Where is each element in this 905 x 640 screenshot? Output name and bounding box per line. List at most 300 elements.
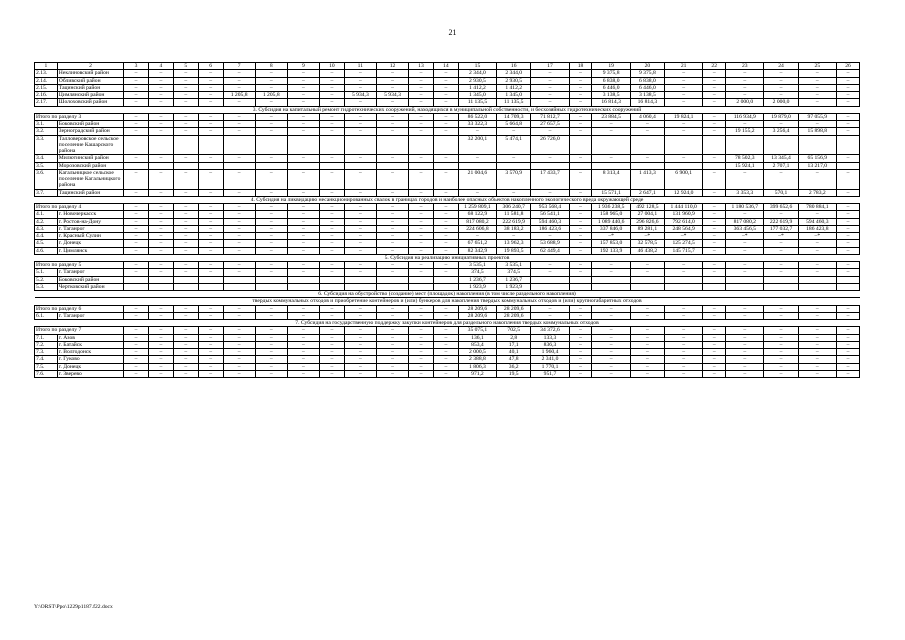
table-cell: – (433, 128, 458, 135)
table-cell: – (726, 370, 764, 377)
table-cell: – (376, 370, 408, 377)
table-cell: 2 000,0 (764, 99, 798, 106)
table-cell: – (764, 370, 798, 377)
table-cell: – (764, 312, 798, 319)
table-cell: – (703, 204, 726, 211)
table-cell: 56 541,1 (531, 211, 569, 218)
table-cell: – (223, 155, 255, 162)
table-cell: – (287, 204, 319, 211)
table-cell: – (124, 240, 149, 247)
table-cell: – (592, 305, 630, 312)
table-cell: – (376, 356, 408, 363)
table-cell: – (726, 247, 764, 254)
table-cell: – (569, 305, 592, 312)
table-cell: – (148, 121, 173, 128)
table-cell: 40,1 (497, 349, 531, 356)
table-cell: – (531, 189, 569, 196)
table-cell: – (173, 155, 198, 162)
table-cell: – (592, 349, 630, 356)
table-cell: – (376, 204, 408, 211)
table-cell: 5 664,8 (497, 121, 531, 128)
table-cell: – (531, 70, 569, 77)
table-cell: – (173, 363, 198, 370)
table-cell: – (376, 77, 408, 84)
table-cell: 1 770,1 (531, 363, 569, 370)
table-cell: 222 619,9 (497, 218, 531, 225)
table-cell: – (458, 128, 496, 135)
table-cell: – (630, 327, 664, 334)
municipality-name: г. Таганрог (57, 312, 123, 319)
table-cell: 15 571,1 (592, 189, 630, 196)
table-cell: 3 138,5 (630, 92, 664, 99)
table-cell (798, 276, 836, 283)
table-cell: – (531, 312, 569, 319)
table-cell: – (223, 370, 255, 377)
table-cell: – (664, 128, 702, 135)
table-cell: – (531, 305, 569, 312)
table-cell: – (764, 262, 798, 269)
table-cell: – (148, 363, 173, 370)
column-number: 7 (223, 63, 255, 70)
table-cell: – (148, 334, 173, 341)
column-number: 25 (798, 63, 836, 70)
table-cell: 836,3 (531, 341, 569, 348)
table-cell: – (376, 262, 408, 269)
table-cell: 4 060,4 (630, 113, 664, 120)
table-cell: – (630, 269, 664, 276)
table-cell: – (173, 240, 198, 247)
table-cell: – (148, 269, 173, 276)
table-cell: – (836, 370, 859, 377)
table-row (35, 370, 860, 377)
table-row (35, 189, 860, 196)
table-cell: – (124, 189, 149, 196)
table-cell: – (703, 128, 726, 135)
table-cell (703, 162, 726, 169)
table-cell: – (255, 113, 287, 120)
table-cell: – (836, 77, 859, 84)
table-cell: – (223, 113, 255, 120)
table-cell: – (764, 92, 798, 99)
table-cell: – (764, 240, 798, 247)
table-cell: – (726, 349, 764, 356)
table-cell: – (664, 77, 702, 84)
table-cell: – (344, 327, 376, 334)
table-cell: – (287, 240, 319, 247)
municipality-name: г. Донецк (57, 363, 123, 370)
table-row (35, 283, 860, 290)
municipality-name: г. Таганрог (57, 269, 123, 276)
table-cell (148, 162, 173, 169)
table-cell: 28 209,6 (497, 305, 531, 312)
column-number: 19 (592, 63, 630, 70)
table-cell: – (173, 349, 198, 356)
table-cell: – (409, 169, 434, 189)
table-cell: – (344, 247, 376, 254)
table-cell: 32 200,1 (458, 135, 496, 155)
table-cell: – (433, 225, 458, 232)
table-cell: – (198, 189, 223, 196)
table-cell: – (376, 334, 408, 341)
table-cell: 9 375,8 (592, 70, 630, 77)
table-cell: – (148, 370, 173, 377)
table-cell: – (223, 99, 255, 106)
table-cell: – (287, 211, 319, 218)
table-cell: – (319, 327, 344, 334)
table-cell: – (798, 121, 836, 128)
row-number: 7.2. (35, 341, 58, 348)
table-row (35, 341, 860, 348)
table-cell: 1 205,8 (223, 92, 255, 99)
table-cell: – (569, 327, 592, 334)
table-cell: – (433, 113, 458, 120)
total-label: Итого по разделу 5 (35, 262, 124, 269)
table-cell: – (124, 92, 149, 99)
table-cell: – (198, 77, 223, 84)
table-cell: – (836, 356, 859, 363)
table-cell: – (433, 189, 458, 196)
table-cell: 68 122,9 (458, 211, 496, 218)
table-cell: – (344, 128, 376, 135)
table-cell: – (173, 247, 198, 254)
table-row (35, 247, 860, 254)
table-cell: – (319, 341, 344, 348)
table-cell: – (124, 305, 149, 312)
table-cell: – (409, 305, 434, 312)
column-number: 23 (726, 63, 764, 70)
table-cell: – (173, 327, 198, 334)
table-cell: – (319, 356, 344, 363)
table-cell: – (344, 211, 376, 218)
table-cell: – (198, 204, 223, 211)
table-cell: – (287, 349, 319, 356)
table-cell: – (344, 169, 376, 189)
table-cell (255, 283, 287, 290)
table-cell: – (764, 363, 798, 370)
table-cell: – (409, 327, 434, 334)
table-cell: 6 838,0 (630, 77, 664, 84)
table-cell: 17,1 (497, 341, 531, 348)
table-cell: – (836, 169, 859, 189)
table-cell: – (409, 84, 434, 91)
table-cell: – (726, 121, 764, 128)
table-cell (703, 135, 726, 155)
table-cell: – (798, 356, 836, 363)
table-cell: – (319, 247, 344, 254)
table-cell: 5 934,3 (376, 92, 408, 99)
table-cell (798, 283, 836, 290)
table-cell: 11 135,5 (497, 99, 531, 106)
municipality-name: Тацинский район (57, 84, 123, 91)
table-cell: – (319, 128, 344, 135)
table-cell: 1 205,8 (255, 92, 287, 99)
table-cell: – (569, 269, 592, 276)
table-cell: – (433, 233, 458, 240)
table-cell: – (173, 356, 198, 363)
table-cell (198, 276, 223, 283)
section-title: 5. Субсидия на реализацию инициативных проектов (35, 254, 860, 261)
table-cell: 38 183,2 (497, 225, 531, 232)
table-cell (836, 276, 859, 283)
column-number: 17 (531, 63, 569, 70)
table-cell: – (726, 169, 764, 189)
table-cell: –* (664, 233, 702, 240)
table-cell: – (703, 233, 726, 240)
column-number: 18 (569, 63, 592, 70)
table-cell: – (255, 233, 287, 240)
table-cell: – (433, 70, 458, 77)
table-row (35, 356, 860, 363)
table-cell (376, 162, 408, 169)
table-cell: 399 652,6 (764, 204, 798, 211)
table-cell: – (287, 121, 319, 128)
table-cell (569, 162, 592, 169)
table-row (35, 77, 860, 84)
table-cell: – (223, 218, 255, 225)
table-cell: – (630, 262, 664, 269)
table-cell: 2 341,0 (531, 356, 569, 363)
table-cell: – (148, 204, 173, 211)
table-cell: – (798, 312, 836, 319)
table-cell: – (703, 99, 726, 106)
table-cell: 19 893,5 (497, 247, 531, 254)
table-cell: – (344, 349, 376, 356)
table-cell: – (223, 341, 255, 348)
table-cell: – (255, 99, 287, 106)
table-cell: – (198, 349, 223, 356)
table-cell: – (409, 99, 434, 106)
table-cell: – (703, 77, 726, 84)
table-cell: – (255, 312, 287, 319)
column-number: 9 (287, 63, 319, 70)
table-cell: – (148, 233, 173, 240)
table-cell: – (836, 128, 859, 135)
table-cell: – (287, 128, 319, 135)
table-cell: – (798, 247, 836, 254)
table-cell: 951,7 (531, 370, 569, 377)
table-cell (319, 276, 344, 283)
table-cell: – (630, 128, 664, 135)
table-cell (569, 135, 592, 155)
table-cell (630, 162, 664, 169)
table-cell: – (344, 269, 376, 276)
table-cell: 2 930,5 (497, 77, 531, 84)
table-cell: – (703, 84, 726, 91)
table-cell: – (569, 240, 592, 247)
table-cell: – (319, 240, 344, 247)
table-cell: 125 274,5 (664, 240, 702, 247)
table-cell: – (344, 121, 376, 128)
table-cell: – (569, 341, 592, 348)
table-cell: 145 715,7 (664, 247, 702, 254)
table-cell: – (497, 155, 531, 162)
table-cell: – (255, 305, 287, 312)
table-cell: – (409, 77, 434, 84)
table-row (35, 99, 860, 106)
table-cell: – (319, 169, 344, 189)
table-cell: – (287, 225, 319, 232)
table-cell: – (569, 169, 592, 189)
column-number: 2 (57, 63, 123, 70)
table-cell: – (124, 262, 149, 269)
column-number: 13 (409, 63, 434, 70)
table-cell: – (531, 233, 569, 240)
table-cell: 131 960,9 (664, 211, 702, 218)
table-cell: – (287, 70, 319, 77)
table-cell (764, 276, 798, 283)
table-cell (223, 162, 255, 169)
table-cell: 36,2 (497, 363, 531, 370)
table-cell: – (569, 128, 592, 135)
table-cell: – (798, 84, 836, 91)
table-cell (198, 135, 223, 155)
table-cell: – (319, 84, 344, 91)
table-cell: – (124, 121, 149, 128)
table-cell (287, 283, 319, 290)
row-number: 3.1. (35, 121, 58, 128)
table-cell: – (531, 99, 569, 106)
table-cell: – (664, 327, 702, 334)
table-cell: – (409, 121, 434, 128)
table-cell: – (198, 121, 223, 128)
table-cell: 47,8 (497, 356, 531, 363)
table-cell: 3 570,9 (497, 169, 531, 189)
table-cell: 971,2 (458, 370, 496, 377)
table-cell: – (497, 128, 531, 135)
table-cell: 2 344,0 (458, 70, 496, 77)
row-number: 4.2. (35, 218, 58, 225)
table-cell: – (319, 70, 344, 77)
table-row (35, 84, 860, 91)
table-cell: 6 838,0 (592, 77, 630, 84)
table-cell: – (664, 92, 702, 99)
table-cell: – (703, 269, 726, 276)
table-cell: – (409, 370, 434, 377)
table-cell: – (764, 77, 798, 84)
table-row (35, 162, 860, 169)
table-cell: – (173, 305, 198, 312)
table-cell: – (124, 128, 149, 135)
table-cell: – (592, 370, 630, 377)
table-cell: – (433, 121, 458, 128)
table-cell: – (344, 189, 376, 196)
table-cell: 2 344,0 (497, 70, 531, 77)
table-cell: 67 651,2 (458, 240, 496, 247)
table-cell (344, 283, 376, 290)
table-cell: 9 375,8 (630, 70, 664, 77)
table-cell: 65 156,9 (798, 155, 836, 162)
table-cell: – (376, 218, 408, 225)
table-cell: – (376, 269, 408, 276)
table-cell: – (287, 305, 319, 312)
table-row (35, 349, 860, 356)
table-cell: – (703, 305, 726, 312)
table-cell: – (409, 349, 434, 356)
table-cell: – (764, 247, 798, 254)
table-cell: – (198, 262, 223, 269)
table-cell: – (569, 363, 592, 370)
table-cell (198, 162, 223, 169)
table-cell: – (223, 225, 255, 232)
table-cell: 2 930,5 (458, 77, 496, 84)
table-cell: 3 138,5 (592, 92, 630, 99)
row-number: 7.3. (35, 349, 58, 356)
table-cell: – (319, 204, 344, 211)
table-cell: – (287, 189, 319, 196)
table-cell: – (198, 70, 223, 77)
table-cell: – (173, 269, 198, 276)
table-cell: – (344, 334, 376, 341)
row-number: 3.3. (35, 135, 58, 155)
table-cell: – (344, 356, 376, 363)
table-cell (664, 276, 702, 283)
table-cell: – (836, 341, 859, 348)
table-cell: – (764, 334, 798, 341)
table-cell: 11 581,8 (497, 211, 531, 218)
table-cell: – (173, 233, 198, 240)
table-cell: – (344, 218, 376, 225)
table-cell: –* (764, 233, 798, 240)
table-cell: – (223, 211, 255, 218)
table-cell: – (148, 341, 173, 348)
table-cell: 594 460,3 (531, 218, 569, 225)
table-cell: – (287, 113, 319, 120)
table-cell: 116 934,9 (726, 113, 764, 120)
table-cell: – (173, 77, 198, 84)
table-cell: –* (798, 233, 836, 240)
table-cell: – (148, 155, 173, 162)
table-cell: 86 522,0 (458, 113, 496, 120)
table-cell: – (376, 84, 408, 91)
row-number: 5.1. (35, 269, 58, 276)
table-cell: – (344, 99, 376, 106)
section-title-row (35, 291, 860, 298)
table-cell: – (255, 121, 287, 128)
table-cell: 82 342,9 (458, 247, 496, 254)
table-cell (592, 135, 630, 155)
table-cell (287, 135, 319, 155)
table-cell (287, 276, 319, 283)
table-cell: – (223, 240, 255, 247)
table-row (35, 70, 860, 77)
table-cell: – (531, 269, 569, 276)
table-cell: – (433, 247, 458, 254)
table-cell: – (376, 349, 408, 356)
table-cell: – (223, 363, 255, 370)
table-cell (344, 276, 376, 283)
table-cell: – (798, 334, 836, 341)
table-cell: – (255, 155, 287, 162)
table-cell: – (409, 211, 434, 218)
table-cell: 13 217,0 (798, 162, 836, 169)
table-cell: – (198, 113, 223, 120)
table-cell: – (319, 305, 344, 312)
table-cell: – (664, 70, 702, 77)
row-number: 3.2. (35, 128, 58, 135)
municipality-name: Кагальницкое сельское поселение Кагальницкого района (57, 169, 123, 189)
table-cell: – (223, 70, 255, 77)
column-number: 21 (664, 63, 702, 70)
table-cell: – (664, 305, 702, 312)
table-cell: – (344, 225, 376, 232)
table-cell: – (148, 128, 173, 135)
table-cell: 1 180 536,7 (726, 204, 764, 211)
table-cell: – (198, 128, 223, 135)
table-cell: – (173, 70, 198, 77)
table-cell: – (409, 334, 434, 341)
table-cell: – (592, 312, 630, 319)
total-label: Итого по разделу 3 (35, 113, 124, 120)
